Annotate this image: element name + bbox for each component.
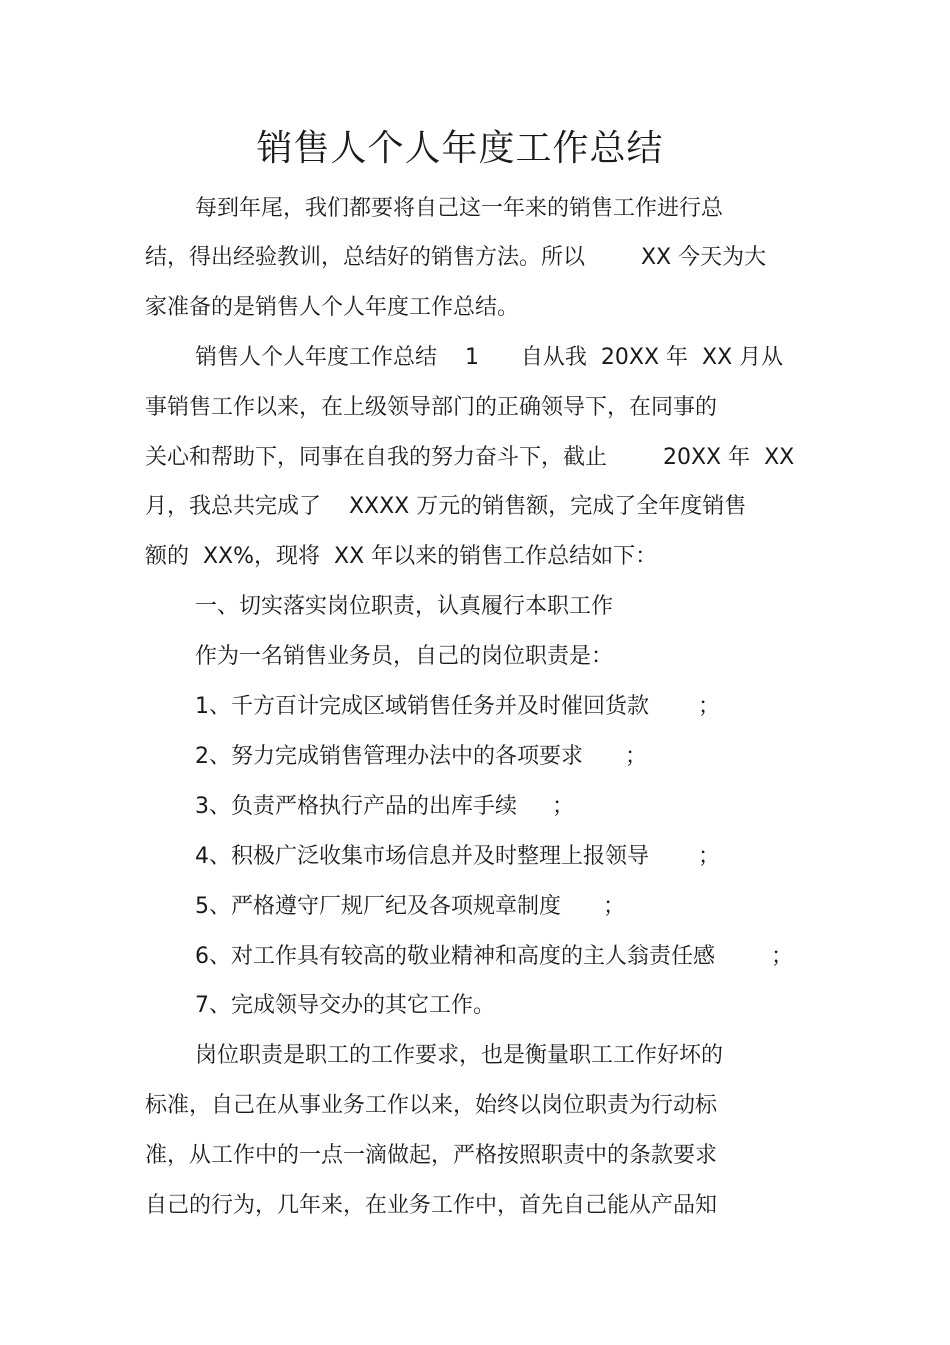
document-title: 销售人个人年度工作总结 [256, 128, 664, 169]
text-line: 岗位职责是职工的工作要求，也是衡量职工工作好坏的 [195, 1043, 724, 1068]
text-line: 自己的行为，几年来，在业务工作中，首先自己能从产品知 [145, 1193, 718, 1218]
list-item: 2、努力完成销售管理办法中的各项要求 ； [195, 744, 647, 769]
list-item: 6、对工作具有较高的敬业精神和高度的主人翁责任感 ； [195, 944, 793, 969]
text-line: 标准，自己在从事业务工作以来，始终以岗位职责为行动标 [145, 1093, 718, 1118]
text-line: 事销售工作以来，在上级领导部门的正确领导下，在同事的 [145, 395, 718, 420]
text-line: 额的 XX%，现将 XX 年以来的销售工作总结如下： [145, 544, 658, 569]
text-line: 销售人个人年度工作总结 1 自从我 20XX 年 XX 月从 [195, 345, 784, 370]
list-item: 4、积极广泛收集市场信息并及时整理上报领导 ； [195, 844, 720, 869]
list-item: 3、负责严格执行产品的出库手续 ； [195, 794, 574, 819]
text-line: 每到年尾，我们都要将自己这一年来的销售工作进行总 [195, 196, 724, 221]
text-line: 作为一名销售业务员，自己的岗位职责是： [195, 644, 614, 669]
list-item: 5、严格遵守厂规厂纪及各项规章制度 ； [195, 894, 625, 919]
list-item: 1、千方百计完成区域销售任务并及时催回货款 ； [195, 694, 720, 719]
list-item: 7、完成领导交办的其它工作。 [195, 993, 495, 1018]
text-line: 月，我总共完成了 XXXX 万元的销售额，完成了全年度销售 [145, 494, 747, 519]
text-line: 结，得出经验教训，总结好的销售方法。所以 XX 今天为大 [145, 245, 767, 270]
text-line: 家准备的是销售人个人年度工作总结。 [145, 295, 520, 320]
text-line: 准，从工作中的一点一滴做起，严格按照职责中的条款要求 [145, 1143, 718, 1168]
text-line: 关心和帮助下，同事在自我的努力奋斗下，截止 20XX 年 XX [145, 445, 795, 470]
section-heading: 一、切实落实岗位职责，认真履行本职工作 [195, 594, 614, 619]
